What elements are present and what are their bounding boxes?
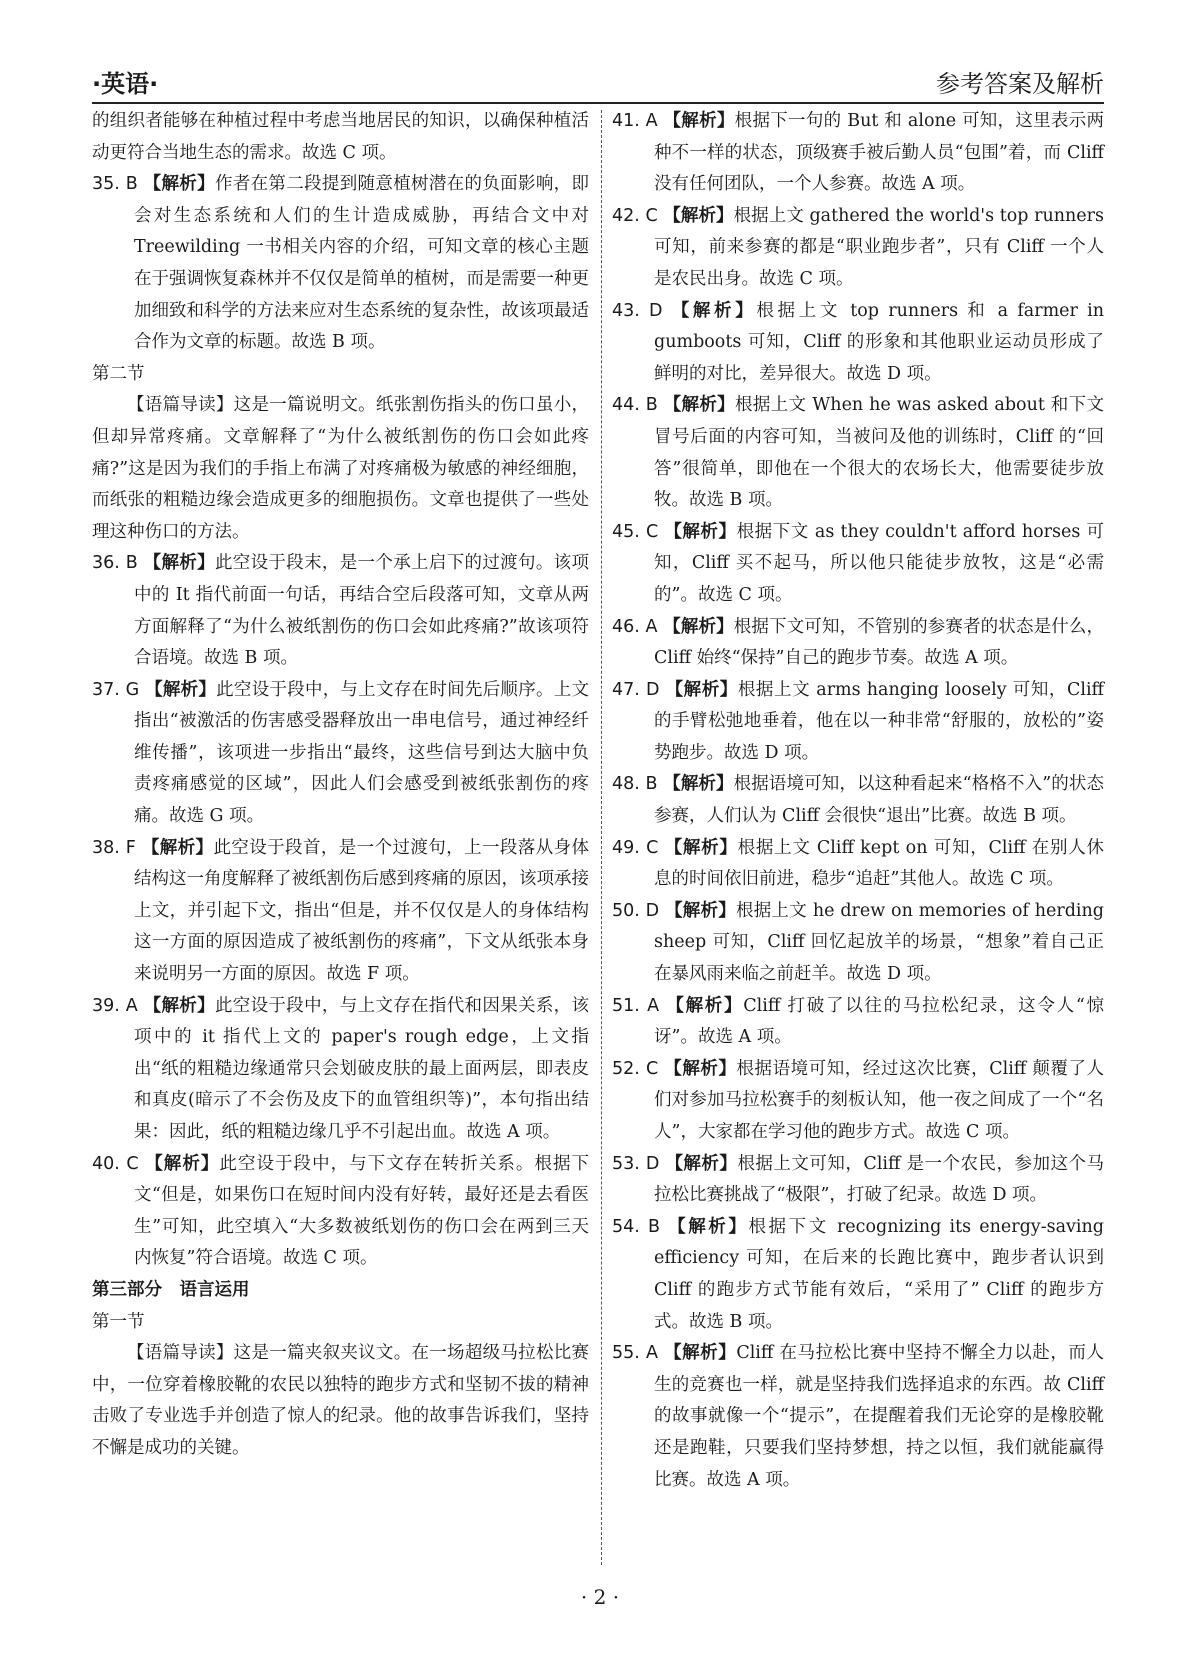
analysis-tag: 【解析】 — [665, 679, 738, 700]
answer-number: 49. C — [612, 837, 659, 858]
answer-explanation: 此空设于段末，是一个承上启下的过渡句。该项中的 It 指代前面一句话，再结合空后段落可知，文章从两方面解释了“为什么被纸割伤的伤口会如此疼痛?”故该项符合语境。故选 B 项。 — [134, 553, 589, 669]
answer-number: 43. D — [612, 300, 663, 321]
answer-item — [612, 390, 1104, 516]
analysis-tag: 【解析】 — [664, 521, 737, 542]
passage-guide: 【语篇导读】这是一篇夹叙夹议文。在一场超级马拉松比赛中，一位穿着橡胶靴的农民以独特的跑步方式和坚韧不拔的精神击败了专业选手并创造了惊人的纪录。他的故事告诉我们，坚持不懈是成功的关键。 — [92, 1343, 589, 1458]
answer-item — [612, 896, 1104, 991]
answer-item — [612, 296, 1104, 391]
left-column — [92, 106, 589, 1465]
answer-item — [612, 991, 1104, 1054]
answer-item — [92, 548, 589, 674]
answer-number: 52. C — [612, 1058, 659, 1079]
analysis-tag: 【解析】 — [143, 174, 215, 195]
answer-explanation: 根据下文 recognizing its energy-saving efficiency 可知，在后来的长跑比赛中，跑步者认识到 Cliff 的跑步方式节能有效后，“采用了” Cliff 的跑步方式。故选 B 项。 — [654, 1216, 1104, 1332]
answer-item — [612, 106, 1104, 201]
analysis-tag: 【解析】 — [663, 205, 734, 226]
analysis-tag: 【解析】 — [663, 774, 734, 795]
part-heading: 第三部分 语言运用 — [92, 1279, 250, 1300]
answer-explanation: 作者在第二段提到随意植树潜在的负面影响，即会对生态系统和人们的生计造成威胁，再结合文中对 Treewilding 一书相关内容的介绍，可知文章的核心主题在于强调恢复森林并不仅仅是简单的植树，而是需要一种更加细致和科学的方法来应对生态系统的复杂性，故该项最适合作为文章的标题。故选 B 项。 — [134, 174, 589, 353]
answer-item — [612, 201, 1104, 296]
answer-explanation: 根据上文可知，Cliff 是一个农民，参加这个马拉松比赛挑战了“极限”，打破了纪录。故选 D 项。 — [654, 1153, 1104, 1206]
answer-number: 38. F — [92, 837, 136, 858]
analysis-tag: 【解析】 — [141, 837, 214, 858]
analysis-tag: 【解析】 — [145, 679, 217, 700]
answer-explanation: 此空设于段中，与下文存在转折关系。根据下文“但是，如果伤口在短时间内没有好转，最好还是去看医生”可知，此空填入“大多数被纸划伤的伤口会在两到三天内恢复”符合语境。故选 C 项。 — [134, 1153, 590, 1269]
answer-explanation: 根据上文 When he was asked about 和下文冒号后面的内容可知，当被问及他的训练时，Cliff 的“回答”很简单，即他在一个很大的农场长大，他需要徒步放牧。故选 B 项。 — [654, 395, 1104, 511]
answer-number: 51. A — [612, 995, 660, 1016]
answer-number: 36. B — [92, 553, 138, 574]
answer-explanation: Cliff 在马拉松比赛中坚持不懈全力以赴，而人生的竞赛也一样，就是坚持我们选择追求的东西。故 Cliff 的故事就像一个“提示”，在提醒着我们无论穿的是橡胶靴还是跑鞋，只要我们坚持梦想，持之以恒，我们就能赢得比赛。故选 A 项。 — [654, 1343, 1104, 1490]
answer-item — [612, 612, 1104, 675]
answer-explanation: 根据上文 top runners 和 a farmer in gumboots 可知，Cliff 的形象和其他职业运动员形成了鲜明的对比，差异很大。故选 D 项。 — [654, 300, 1104, 384]
column-divider — [601, 110, 602, 1565]
answer-item — [612, 517, 1104, 612]
answer-item — [612, 1212, 1104, 1338]
analysis-tag: 【解析】 — [664, 900, 737, 921]
page-number: · 2 · — [580, 1585, 620, 1609]
answer-explanation: 此空设于段首，是一个过渡句，上一段落从身体结构这一角度解释了被纸割伤后感到疼痛的原因，该项承接上文，并引起下文，指出“但是，并不仅仅是人的身体结构这一方面的原因造成了被纸割伤的疼痛”，下文从纸张本身来说明另一方面的原因。故选 F 项。 — [134, 837, 589, 985]
answer-explanation: 根据上文 gathered the world's top runners 可知，前来参赛的都是“职业跑步者”，只有 Cliff 一个人是农民出身。故选 C 项。 — [654, 205, 1104, 289]
analysis-tag: 【解析】 — [666, 995, 744, 1016]
answer-number: 54. B — [612, 1216, 660, 1237]
answer-number: 37. G — [92, 679, 140, 700]
answer-item — [92, 1149, 589, 1275]
page-header — [92, 58, 1104, 104]
section-heading: 第一节 — [92, 1311, 145, 1332]
answer-item — [612, 769, 1104, 832]
analysis-tag: 【解析】 — [668, 1216, 749, 1237]
answer-item — [92, 833, 589, 991]
answer-number: 41. A — [612, 111, 658, 131]
analysis-tag: 【解析】 — [663, 111, 735, 131]
answer-number: 47. D — [612, 679, 660, 700]
answer-number: 50. D — [612, 900, 660, 921]
analysis-tag: 【解析】 — [663, 395, 736, 416]
answer-item — [612, 1054, 1104, 1149]
right-column — [612, 106, 1104, 1496]
answer-item — [92, 991, 589, 1149]
analysis-tag: 【解析】 — [664, 837, 738, 858]
answer-number: 40. C — [92, 1153, 139, 1174]
answer-explanation: Cliff 打破了以往的马拉松纪录，这令人“惊讶”。故选 A 项。 — [654, 995, 1104, 1048]
answer-explanation: 此空设于段中，与上文存在时间先后顺序。上文指出“被激活的伤害感受器释放出一串电信号，通过神经纤维传播”，该项进一步指出“最终，这些信号到达大脑中负责疼痛感觉的区域”，因此人们会感受到被纸张割伤的疼痛。故选 G 项。 — [134, 679, 590, 827]
passage-guide: 【语篇导读】这是一篇说明文。纸张割伤指头的伤口虽小，但却异常疼痛。文章解释了“为什么被纸割伤的伤口会如此疼痛?”这是因为我们的手指上布满了对疼痛极为敏感的神经细胞，而纸张的粗糙边缘会造成更多的细胞损伤。文章也提供了一些处理这种伤口的方法。 — [92, 395, 589, 542]
answer-explanation: 根据上文 arms hanging loosely 可知，Cliff 的手臂松弛地垂着，他在以一种非常“舒服的，放松的”姿势跑步。故选 D 项。 — [654, 679, 1104, 763]
answer-explanation: 此空设于段中，与上文存在指代和因果关系，该项中的 it 指代上文的 paper's rough edge，上文指出“纸的粗糙边缘通常只会划破皮肤的最上面两层，即表皮和真皮(暗示了不会伤及皮下的血管组织等)”，本句指出结果：因此，纸的粗糙边缘几乎不引起出血。故选 A 项。 — [134, 995, 590, 1142]
section-title: 参考答案及解析 — [936, 70, 1104, 98]
analysis-tag: 【解析】 — [663, 616, 734, 637]
answer-number: 45. C — [612, 521, 659, 542]
analysis-tag: 【解析】 — [671, 300, 757, 321]
analysis-tag: 【解析】 — [665, 1153, 738, 1174]
answer-item — [92, 675, 589, 833]
answer-number: 48. B — [612, 774, 658, 795]
answer-number: 39. A — [92, 995, 138, 1016]
analysis-tag: 【解析】 — [145, 1153, 220, 1174]
analysis-tag: 【解析】 — [664, 1343, 737, 1364]
answer-number: 46. A — [612, 616, 658, 637]
answer-item — [612, 675, 1104, 770]
answer-explanation: 根据上文 Cliff kept on 可知，Cliff 在别人休息的时间依旧前进，稳步“追赶”其他人。故选 C 项。 — [654, 837, 1105, 890]
answer-explanation: 根据语境可知，以这种看起来“格格不入”的状态参赛，人们认为 Cliff 会很快“退出”比赛。故选 B 项。 — [654, 774, 1104, 827]
continued-text: 的组织者能够在种植过程中考虑当地居民的知识，以确保种植活动更符合当地生态的需求。故选 C 项。 — [92, 111, 589, 163]
answer-explanation: 根据下文 as they couldn't afford horses 可知，Cliff 买不起马，所以他只能徒步放牧，这是“必需的”。故选 C 项。 — [654, 521, 1104, 605]
section-heading: 第二节 — [92, 363, 145, 384]
analysis-tag: 【解析】 — [143, 553, 215, 574]
answer-number: 55. A — [612, 1343, 658, 1364]
answer-explanation: 根据下文可知，不管别的参赛者的状态是什么，Cliff 始终“保持”自己的跑步节奏。故选 A 项。 — [654, 616, 1104, 669]
answer-item — [612, 1149, 1104, 1212]
answer-item — [92, 169, 589, 359]
answer-number: 53. D — [612, 1153, 660, 1174]
answer-explanation: 根据上文 he drew on memories of herding sheep 可知，Cliff 回忆起放羊的场景，“想象”着自己正在暴风雨来临之前赶羊。故选 D 项。 — [654, 900, 1104, 985]
analysis-tag: 【解析】 — [143, 995, 215, 1016]
answer-item — [612, 1338, 1104, 1496]
answer-number: 44. B — [612, 395, 658, 416]
answer-number: 42. C — [612, 205, 658, 226]
answer-item — [612, 833, 1104, 896]
analysis-tag: 【解析】 — [664, 1058, 737, 1079]
subject-label: ·英语· — [92, 70, 159, 98]
answer-explanation: 根据下一句的 But 和 alone 可知，这里表示两种不一样的状态，顶级赛手被后勤人员“包围”着，而 Cliff 没有任何团队，一个人参赛。故选 A 项。 — [654, 111, 1104, 195]
answer-number: 35. B — [92, 174, 138, 195]
answer-explanation: 根据语境可知，经过这次比赛，Cliff 颠覆了人们对参加马拉松赛手的刻板认知，他一夜之间成了一个“名人”，大家都在学习他的跑步方式。故选 C 项。 — [654, 1058, 1104, 1142]
